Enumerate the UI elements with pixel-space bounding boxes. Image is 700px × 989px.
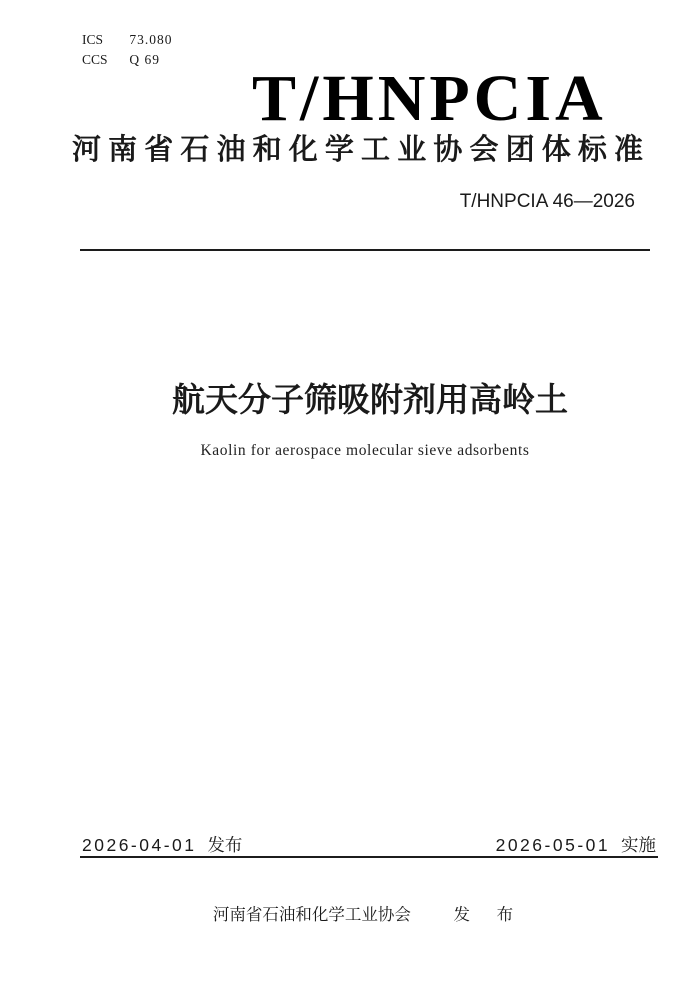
association-standard-banner: 河南省石油和化学工业协会团体标准 bbox=[72, 134, 650, 166]
ccs-code-line bbox=[82, 51, 160, 69]
publish-action: 发 布 bbox=[453, 906, 518, 924]
implementation-date: 2026-05-01 bbox=[495, 835, 611, 855]
ics-code-value: 73.080 bbox=[129, 32, 173, 47]
document-title-zh: 航天分子筛吸附剂用高岭土 bbox=[172, 381, 568, 418]
standard-number: T/HNPCIA 46—2026 bbox=[459, 191, 635, 212]
ics-label: ICS bbox=[82, 32, 104, 47]
implementation-label: 实施 bbox=[621, 835, 656, 855]
issue-date-line bbox=[82, 833, 242, 857]
ccs-code-value: Q 69 bbox=[129, 52, 160, 67]
ccs-label: CCS bbox=[82, 52, 108, 67]
issue-date: 2026-04-01 bbox=[82, 835, 197, 855]
publisher-line bbox=[30, 903, 700, 927]
header-rule bbox=[80, 249, 650, 251]
publisher-name: 河南省石油和化学工业协会 bbox=[212, 906, 411, 924]
ics-code-line bbox=[82, 31, 173, 49]
implementation-date-line bbox=[496, 833, 656, 857]
standard-org-code: T/HNPCIA bbox=[252, 62, 607, 135]
footer-rule bbox=[80, 856, 658, 858]
issue-label: 发布 bbox=[207, 835, 243, 855]
document-title-en: Kaolin for aerospace molecular sieve adsorbents bbox=[200, 442, 530, 459]
